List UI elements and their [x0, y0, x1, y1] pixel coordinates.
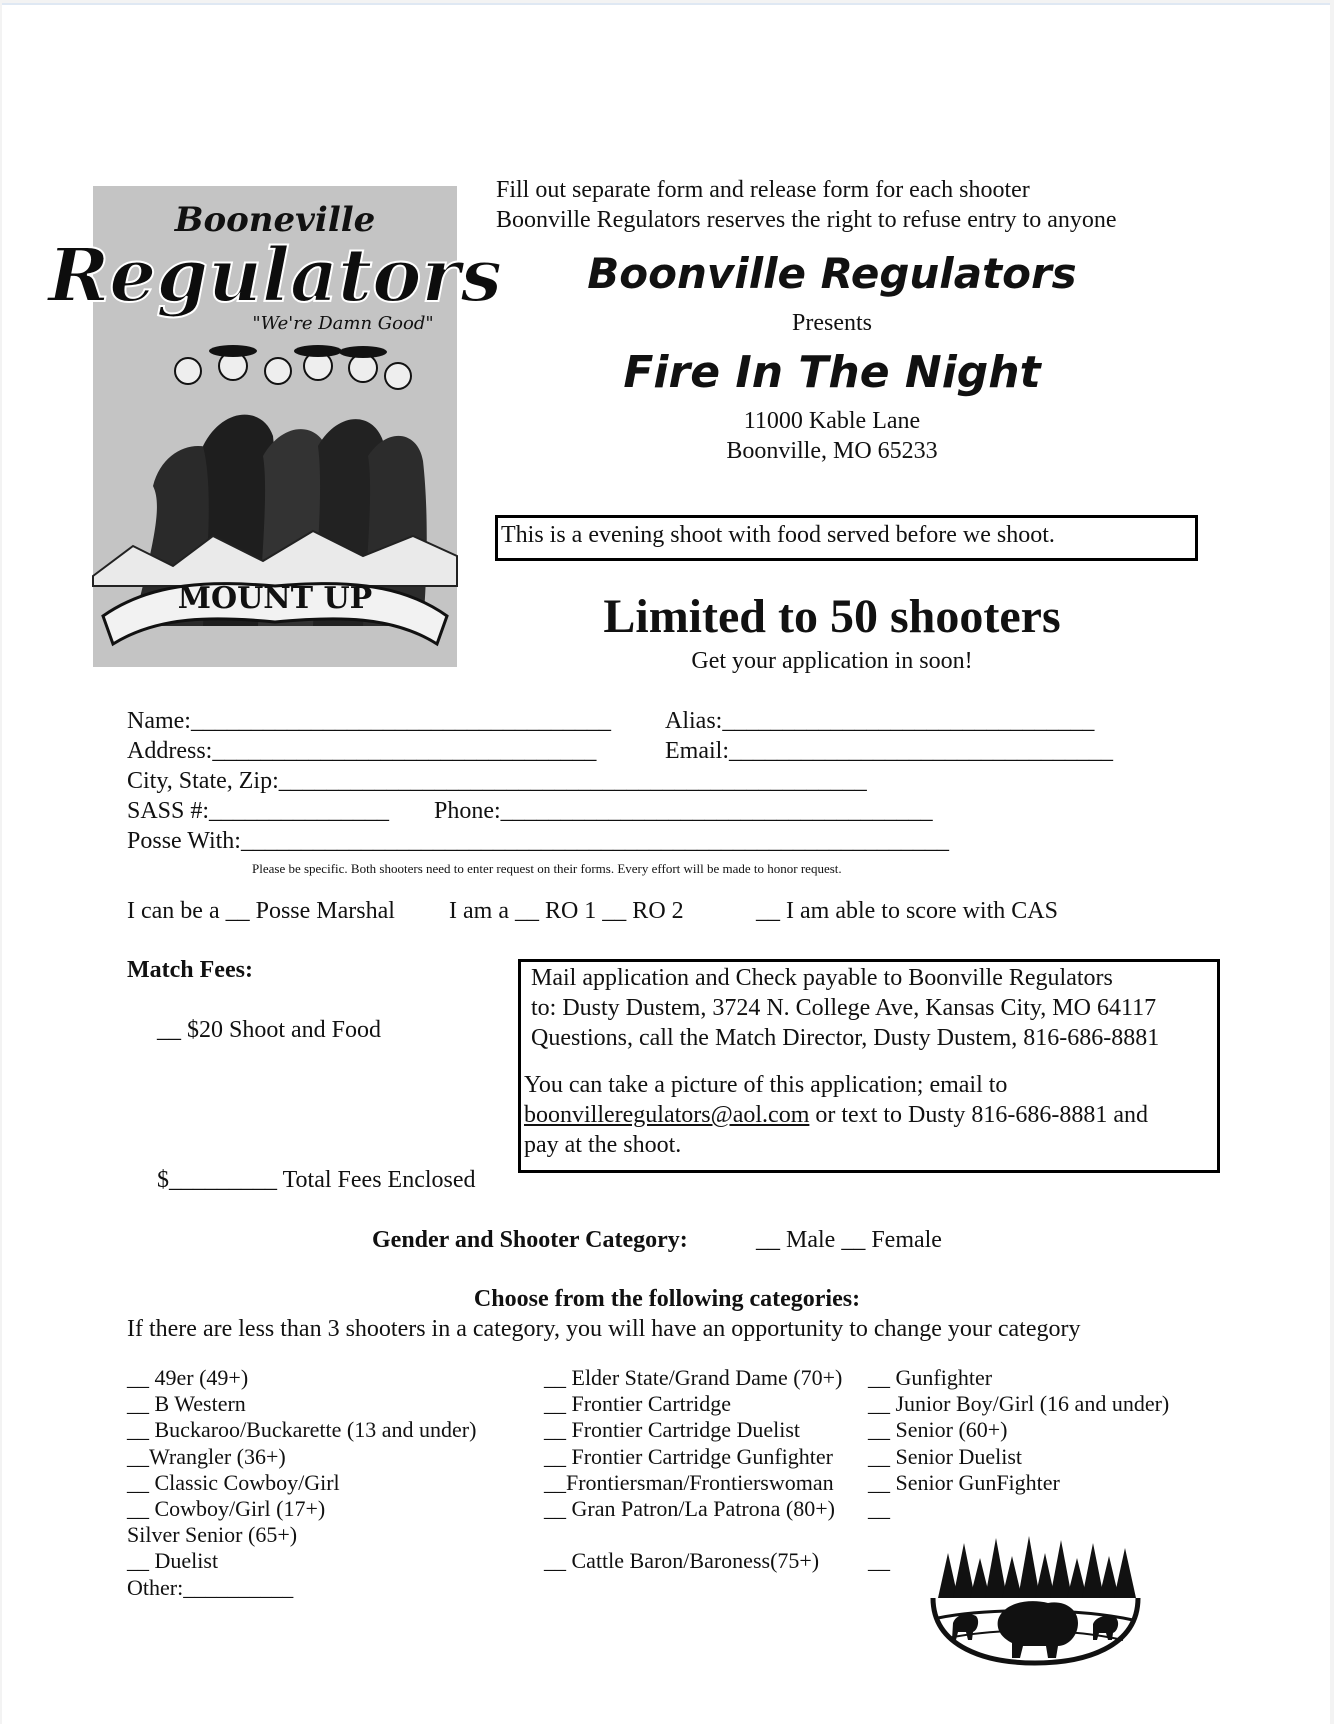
category-item[interactable]: __: [868, 1496, 890, 1522]
application-page: [2, 3, 1330, 1724]
fee-option-shoot-food[interactable]: __ $20 Shoot and Food: [157, 1017, 382, 1043]
posse-marshal-option[interactable]: I can be a __ Posse Marshal: [127, 898, 395, 924]
category-item[interactable]: __Frontiersman/Frontierswoman: [544, 1469, 834, 1495]
range-officer-option[interactable]: I am a __ RO 1 __ RO 2: [449, 898, 684, 924]
limit-headline: Limited to 50 shooters: [603, 590, 1061, 643]
email-field[interactable]: Email:________________________________: [665, 738, 1113, 764]
mail-line-5: [524, 1102, 1148, 1129]
mail-line-3: Questions, call the Match Director, Dusty Dustem, 816-686-8881: [531, 1025, 1160, 1051]
posse-with-field[interactable]: Posse With:___________________________________________________________: [127, 828, 949, 854]
logo-top-text: Booneville: [174, 200, 376, 240]
categories-title: Choose from the following categories:: [473, 1286, 861, 1312]
limit-subtext: Get your application in soon!: [691, 648, 973, 674]
mail-instructions-box: [518, 959, 1220, 1173]
match-fees-title: Match Fees:: [127, 957, 253, 983]
category-item[interactable]: __ B Western: [127, 1391, 246, 1417]
logo-name-text: Regulators: [47, 233, 503, 319]
mail-line-6: pay at the shoot.: [524, 1132, 682, 1158]
category-spacer: [544, 1522, 842, 1548]
event-address-1: 11000 Kable Lane: [743, 408, 921, 434]
mail-line-4: You can take a picture of this application; email to: [524, 1072, 1008, 1098]
event-title: Fire In The Night: [623, 347, 1041, 398]
category-item[interactable]: __ Cowboy/Girl (17+): [127, 1496, 326, 1522]
address-field[interactable]: Address:________________________________: [127, 738, 597, 764]
mail-line-5-rest: or text to Dusty 816-686-8881 and: [809, 1102, 1148, 1128]
regulators-logo: [47, 186, 503, 667]
category-item[interactable]: __ Duelist: [127, 1548, 219, 1574]
gender-category-label: Gender and Shooter Category:: [372, 1227, 688, 1253]
category-item[interactable]: __ Frontier Cartridge: [544, 1391, 731, 1417]
evening-notice-box: [495, 515, 1198, 561]
evening-notice-text: This is a evening shoot with food served before we shoot.: [501, 522, 1055, 548]
gender-options[interactable]: __ Male __ Female: [756, 1227, 942, 1253]
category-item[interactable]: __ Frontier Cartridge Duelist: [544, 1417, 801, 1443]
category-column-2: [544, 1365, 842, 1574]
alias-field[interactable]: Alias:_______________________________: [665, 708, 1095, 734]
total-fees-field[interactable]: $_________ Total Fees Enclosed: [157, 1167, 476, 1193]
sass-number-field[interactable]: SASS #:_______________: [127, 798, 390, 824]
intro-line-1: Fill out separate form and release form for each shooter: [496, 177, 1030, 203]
club-title: Boonville Regulators: [587, 249, 1077, 298]
category-item[interactable]: __ Junior Boy/Girl (16 and under): [868, 1391, 1170, 1417]
category-item[interactable]: __ Senior Duelist: [868, 1443, 1022, 1469]
mail-line-2: to: Dusty Dustem, 3724 N. College Ave, Kansas City, MO 64117: [531, 995, 1157, 1021]
phone-field[interactable]: Phone:____________________________________: [434, 798, 933, 824]
category-item[interactable]: __: [868, 1548, 890, 1574]
category-item[interactable]: __ Senior (60+): [868, 1417, 1008, 1443]
category-item[interactable]: __ Frontier Cartridge Gunfighter: [544, 1443, 833, 1469]
category-item[interactable]: __ Elder State/Grand Dame (70+): [544, 1365, 843, 1390]
category-item[interactable]: __ Cattle Baron/Baroness(75+): [544, 1548, 820, 1574]
score-cas-option[interactable]: __ I am able to score with CAS: [756, 898, 1058, 924]
category-item[interactable]: __Wrangler (36+): [127, 1443, 286, 1469]
category-item[interactable]: Silver Senior (65+): [127, 1522, 298, 1548]
posse-note: Please be specific. Both shooters need to enter request on their forms. Every effort will be made to honor request.: [252, 861, 842, 876]
category-item[interactable]: __ 49er (49+): [127, 1365, 249, 1390]
email-link[interactable]: boonvilleregulators@aol.com: [524, 1102, 810, 1128]
logo-banner-text: MOUNT UP: [177, 581, 373, 616]
event-address-2: Boonville, MO 65233: [726, 438, 938, 464]
category-item[interactable]: __ Classic Cowboy/Girl: [127, 1469, 340, 1495]
category-item[interactable]: __ Gran Patron/La Patrona (80+): [544, 1496, 835, 1522]
category-item[interactable]: __ Senior GunFighter: [868, 1469, 1060, 1495]
bison-forest-emblem: [928, 1528, 1143, 1668]
intro-line-2: Boonville Regulators reserves the right to refuse entry to anyone: [496, 207, 1117, 233]
city-state-zip-field[interactable]: City, State, Zip:_________________________________________________: [127, 768, 867, 794]
presents-text: Presents: [792, 310, 872, 336]
logo-tagline: "We're Damn Good": [252, 313, 434, 334]
category-column-1: [127, 1365, 476, 1601]
category-item[interactable]: __ Gunfighter: [868, 1365, 993, 1390]
logo-artwork: [47, 186, 503, 667]
category-item[interactable]: Other:__________: [127, 1574, 294, 1600]
category-item[interactable]: __ Buckaroo/Buckarette (13 and under): [127, 1417, 477, 1443]
categories-note: If there are less than 3 shooters in a category, you will have an opportunity to change your category: [127, 1316, 1081, 1342]
mail-line-1: Mail application and Check payable to Boonville Regulators: [531, 965, 1113, 991]
name-field[interactable]: Name:___________________________________: [127, 708, 611, 734]
